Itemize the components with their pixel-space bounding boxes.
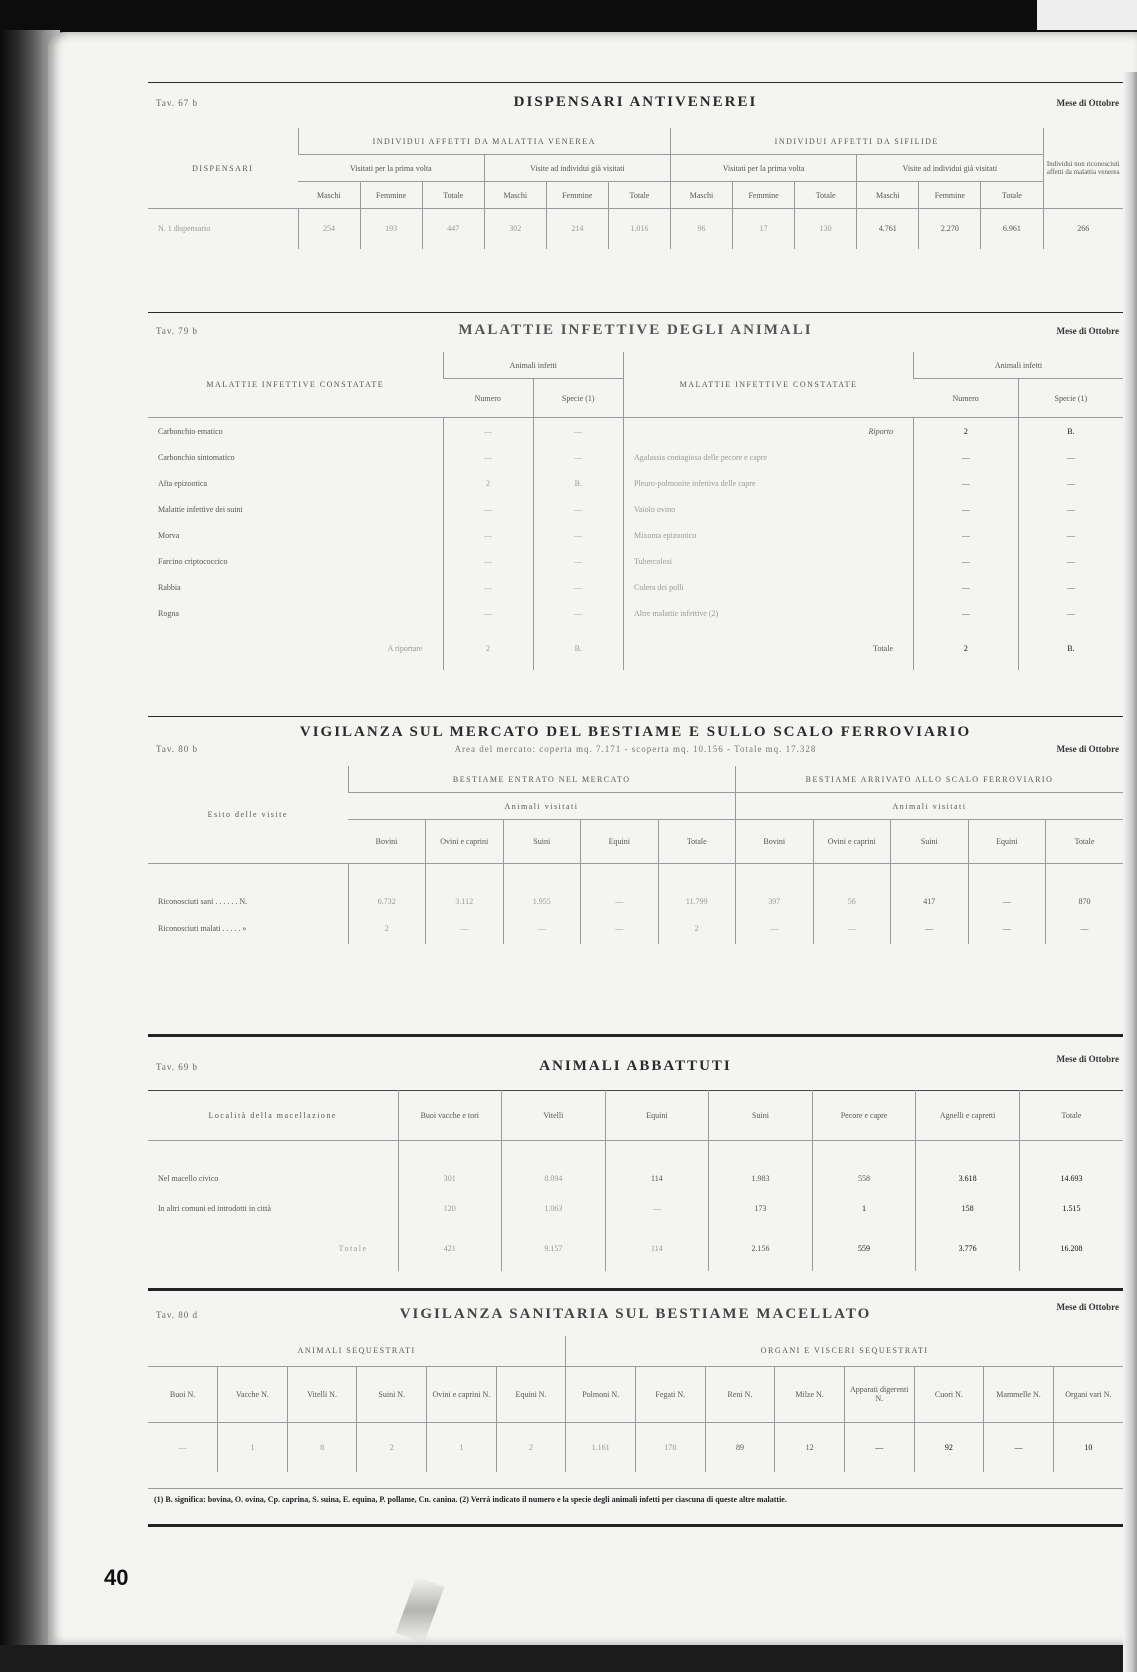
cell: 4.761 — [857, 209, 919, 249]
cell: 12 — [775, 1422, 845, 1472]
table-row — [624, 600, 1124, 626]
cell: 178 — [635, 1422, 705, 1472]
cell: 3.776 — [916, 1227, 1020, 1271]
col-header: Totale — [1046, 820, 1124, 864]
col-specie: Specie (1) — [533, 379, 623, 418]
cell: 447 — [422, 209, 484, 249]
cell: 1.983 — [709, 1141, 813, 1191]
col-header: Ovini e caprini — [813, 820, 891, 864]
cell: — — [914, 522, 1019, 548]
section-dispensari — [148, 72, 1123, 234]
cell: — — [503, 914, 581, 944]
cell: 3.618 — [916, 1141, 1020, 1191]
table-row — [148, 864, 1123, 914]
col-header: Vitelli N. — [287, 1366, 357, 1422]
table-row — [624, 574, 1124, 600]
vigilanza-mercato-table — [148, 766, 1123, 944]
col-header: Equini — [968, 820, 1046, 864]
col-header: Maschi — [298, 182, 360, 209]
cell: 397 — [736, 864, 814, 914]
divider — [148, 312, 1123, 313]
cell: 56 — [813, 864, 891, 914]
col-header: Buoi N. — [148, 1366, 218, 1422]
divider — [148, 82, 1123, 83]
table-row — [148, 1422, 1123, 1472]
cell: — — [984, 1422, 1054, 1472]
section-header — [148, 318, 1123, 344]
row-label: Pleuro-polmonite infettiva delle capre — [624, 470, 914, 496]
col-malattie: MALATTIE INFETTIVE CONSTATATE — [148, 352, 443, 418]
col-header: Milze N. — [775, 1366, 845, 1422]
cell: — — [533, 496, 623, 522]
cell: 16.208 — [1019, 1227, 1123, 1271]
section-title: ANIMALI ABBATTUTI — [539, 1058, 732, 1074]
abbattuti-table — [148, 1090, 1123, 1271]
cell: 9.157 — [502, 1227, 606, 1271]
cell: — — [1018, 522, 1123, 548]
cell: 2 — [357, 1422, 427, 1472]
cell: 8 — [287, 1422, 357, 1472]
col-header: Vitelli — [502, 1091, 606, 1141]
col-header: Organi vari N. — [1053, 1366, 1123, 1422]
sub-header: Visitati per la prima volta — [298, 155, 484, 182]
cell: 870 — [1046, 864, 1124, 914]
cell: — — [914, 600, 1019, 626]
month-label: Mese di Ottobre — [1056, 98, 1119, 108]
table-row — [148, 496, 623, 522]
col-header: Totale — [608, 182, 670, 209]
cell: — — [914, 496, 1019, 522]
total-row — [148, 1227, 1123, 1271]
cell: — — [443, 444, 533, 470]
table-number: Tav. 80 d — [156, 1310, 199, 1320]
section-header — [148, 90, 1123, 116]
malattie-table-right — [623, 352, 1123, 670]
col-header: Femmine — [360, 182, 422, 209]
table-number: Tav. 69 b — [156, 1062, 199, 1072]
scan-dark-border — [0, 0, 1137, 36]
cell: — — [891, 914, 969, 944]
cell: 6.732 — [348, 864, 426, 914]
table-row — [148, 470, 623, 496]
table-row — [624, 496, 1124, 522]
section-header — [148, 724, 1123, 760]
cell: B. — [1018, 626, 1123, 670]
table-number: Tav. 80 b — [156, 744, 199, 754]
col-header: Equini — [605, 1091, 709, 1141]
cell: — — [443, 600, 533, 626]
sub-header: Visitati per la prima volta — [670, 155, 856, 182]
row-label: Carbonchio sintomatico — [158, 452, 235, 462]
cell: — — [914, 548, 1019, 574]
cell: 17 — [733, 209, 795, 249]
col-header: Maschi — [484, 182, 546, 209]
row-label: Afta epizootica — [158, 478, 208, 488]
cell: — — [1018, 548, 1123, 574]
table-row — [624, 418, 1124, 445]
row-label: Colera dei polli — [624, 574, 914, 600]
group-header: INDIVIDUI AFFETTI DA MALATTIA VENEREA — [298, 128, 670, 155]
month-label: Mese di Ottobre — [1056, 326, 1119, 336]
col-header: Suini — [503, 820, 581, 864]
col-non-riconosciuti: Individui non riconosciuti affetti da malattia venerea — [1043, 128, 1123, 209]
cell: — — [844, 1422, 914, 1472]
cell: — — [443, 418, 533, 445]
cell: — — [1046, 914, 1124, 944]
cell: — — [914, 444, 1019, 470]
cell: 1 — [427, 1422, 497, 1472]
cell: 3.112 — [426, 864, 504, 914]
col-header: Polmoni N. — [566, 1366, 636, 1422]
cell: 2 — [496, 1422, 566, 1472]
group-header: ANIMALI SEQUESTRATI — [148, 1336, 566, 1366]
section-title: VIGILANZA SANITARIA SUL BESTIAME MACELLATO — [399, 1306, 872, 1322]
col-header: Bovini — [736, 820, 814, 864]
row-label: Rogna — [158, 608, 179, 618]
table-number: Tav. 79 b — [156, 326, 199, 336]
cell: — — [533, 522, 623, 548]
table-row — [148, 444, 623, 470]
col-header: Agnelli e capretti — [916, 1091, 1020, 1141]
cell: 1.515 — [1019, 1191, 1123, 1227]
cell: — — [968, 864, 1046, 914]
cell: 2 — [658, 914, 736, 944]
malattie-table-left — [148, 352, 623, 670]
row-label: Rabbia — [158, 582, 181, 592]
document-sheet — [148, 72, 1123, 1580]
malattie-columns — [148, 352, 1123, 692]
cell: 1.016 — [608, 209, 670, 249]
col-localita: Località della macellazione — [148, 1091, 398, 1141]
col-header: Suini N. — [357, 1366, 427, 1422]
col-header: Maschi — [857, 182, 919, 209]
cell: 2 — [443, 470, 533, 496]
section-title: MALATTIE INFETTIVE DEGLI ANIMALI — [458, 322, 813, 338]
cell: 2 — [348, 914, 426, 944]
divider — [148, 1524, 1123, 1527]
cell: 254 — [298, 209, 360, 249]
cell: — — [443, 548, 533, 574]
col-header: Pecore e capre — [812, 1091, 916, 1141]
row-label: Agalassia contagiosa delle pecore e capre — [624, 444, 914, 470]
cell: 89 — [705, 1422, 775, 1472]
section-title: DISPENSARI ANTIVENEREI — [513, 94, 758, 110]
cell: 1 — [218, 1422, 288, 1472]
cell: B. — [533, 626, 623, 670]
row-label: Riconosciuti sani . . . . . . N. — [158, 896, 248, 906]
row-label: Nel macello civico — [158, 1173, 219, 1183]
total-row — [624, 626, 1124, 670]
cell: — — [813, 914, 891, 944]
col-header: Buoi vacche e tori — [398, 1091, 502, 1141]
table-row — [148, 522, 623, 548]
cell: 114 — [605, 1141, 709, 1191]
col-header: Equini N. — [496, 1366, 566, 1422]
col-header: Bovini — [348, 820, 426, 864]
cell: 130 — [795, 209, 857, 249]
cell: — — [1018, 574, 1123, 600]
cell: 266 — [1043, 209, 1123, 249]
col-header: Apparati digerenti N. — [844, 1366, 914, 1422]
row-label: Malattie infettive dei suini — [158, 504, 243, 514]
table-row — [148, 1141, 1123, 1191]
row-label: Carbonchio ematico — [158, 426, 223, 436]
cell: 2.156 — [709, 1227, 813, 1271]
row-label: Mixoma epizootico — [624, 522, 914, 548]
cell: 114 — [605, 1227, 709, 1271]
cell: — — [1018, 600, 1123, 626]
col-header: Totale — [795, 182, 857, 209]
cell: 214 — [546, 209, 608, 249]
col-header: Equini — [581, 820, 659, 864]
cell: — — [968, 914, 1046, 944]
cell: — — [581, 914, 659, 944]
cell: 1.161 — [566, 1422, 636, 1472]
total-row — [148, 626, 623, 670]
month-label: Mese di Ottobre — [1056, 744, 1119, 754]
table-row — [148, 418, 623, 445]
cell: 559 — [812, 1227, 916, 1271]
table-row — [624, 522, 1124, 548]
group-header: INDIVIDUI AFFETTI DA SIFILIDE — [670, 128, 1043, 155]
section-title: VIGILANZA SUL MERCATO DEL BESTIAME E SULLO SCALO FERROVIARIO — [299, 724, 972, 740]
row-label: Farcino criptococcico — [158, 556, 228, 566]
cell: 2 — [914, 626, 1019, 670]
row-label: N. 1 dispensario — [158, 224, 211, 234]
table-row — [148, 600, 623, 626]
cell: — — [914, 470, 1019, 496]
cell: B. — [1018, 418, 1123, 445]
cell: 193 — [360, 209, 422, 249]
sub-header: Animali visitati — [348, 793, 736, 820]
col-dispensari: DISPENSARI — [148, 128, 298, 209]
row-label: A riportare — [387, 643, 423, 653]
col-header: Mammelle N. — [984, 1366, 1054, 1422]
cell: 302 — [484, 209, 546, 249]
col-header: Femmine — [546, 182, 608, 209]
section-header — [148, 1054, 1123, 1080]
cell: 1 — [812, 1191, 916, 1227]
cell: 11.799 — [658, 864, 736, 914]
cell: 2.270 — [919, 209, 981, 249]
cell: — — [736, 914, 814, 944]
section-vigilanza-mercato — [148, 716, 1123, 933]
table-row — [148, 548, 623, 574]
cell: 558 — [812, 1141, 916, 1191]
col-header: Vacche N. — [218, 1366, 288, 1422]
table-row — [624, 444, 1124, 470]
cell: 8.094 — [502, 1141, 606, 1191]
cell: — — [1018, 470, 1123, 496]
table-number: Tav. 67 b — [156, 98, 199, 108]
cell: 173 — [709, 1191, 813, 1227]
cell: — — [914, 574, 1019, 600]
section-abbattuti — [148, 1034, 1123, 1253]
sub-header: Animali visitati — [736, 793, 1124, 820]
cell: 421 — [398, 1227, 502, 1271]
col-header: Totale — [981, 182, 1043, 209]
page-edge — [1123, 72, 1137, 1672]
col-header: Totale — [1019, 1091, 1123, 1141]
cell: 301 — [398, 1141, 502, 1191]
cell: 96 — [670, 209, 732, 249]
table-row — [624, 470, 1124, 496]
col-malattie: MALATTIE INFETTIVE CONSTATATE — [624, 352, 914, 418]
cell: — — [605, 1191, 709, 1227]
divider — [148, 716, 1123, 717]
row-label: Morva — [158, 530, 180, 540]
col-esito: Esito delle visite — [148, 766, 348, 864]
divider — [148, 1288, 1123, 1291]
col-header: Reni N. — [705, 1366, 775, 1422]
row-label: Altre malattie infettive (2) — [624, 600, 914, 626]
footnote: (1) B. significa: bovina, O. ovina, Cp. caprina, S. suina, E. equina, P. pollame, Cn. canina. (2) Verrà indicato il numero e la specie degli animali infetti per ciascuna di queste altre malattie. — [148, 1488, 1123, 1504]
col-header: Suini — [891, 820, 969, 864]
section-malattie — [148, 312, 1123, 653]
table-row — [148, 914, 1123, 944]
cell: — — [426, 914, 504, 944]
col-header: Ovini e caprini N. — [427, 1366, 497, 1422]
cell: — — [533, 418, 623, 445]
cell: — — [1018, 496, 1123, 522]
cell: — — [443, 522, 533, 548]
sub-header: Visite ad individui già visitati — [484, 155, 670, 182]
section-vigilanza-sanitaria — [148, 1288, 1123, 1504]
dispensari-table — [148, 128, 1123, 249]
divider — [148, 1034, 1123, 1037]
cell: — — [178, 1442, 187, 1452]
section-header — [148, 1302, 1123, 1328]
row-label: Tubercolosi — [624, 548, 914, 574]
col-header: Suini — [709, 1091, 813, 1141]
col-header: Femmine — [733, 182, 795, 209]
cell: — — [581, 864, 659, 914]
cell: 120 — [398, 1191, 502, 1227]
cell: 92 — [914, 1422, 984, 1472]
col-header: Cuori N. — [914, 1366, 984, 1422]
row-label: Riconosciuti malati . . . . . » — [158, 924, 247, 933]
cell: — — [533, 574, 623, 600]
row-label: Totale — [624, 626, 914, 670]
cell: 2 — [443, 626, 533, 670]
cell: — — [533, 600, 623, 626]
page-number: 40 — [104, 1565, 129, 1590]
col-specie: Specie (1) — [1018, 379, 1123, 418]
cell: 14.693 — [1019, 1141, 1123, 1191]
table-row — [148, 209, 1123, 249]
cell: 158 — [916, 1191, 1020, 1227]
row-label: Riporto — [624, 418, 914, 445]
cell: 6.961 — [981, 209, 1043, 249]
cell: — — [443, 496, 533, 522]
cell: 417 — [891, 864, 969, 914]
col-header: Totale — [658, 820, 736, 864]
col-header: Totale — [422, 182, 484, 209]
col-header: Femmine — [919, 182, 981, 209]
cell: — — [443, 574, 533, 600]
cell: — — [533, 548, 623, 574]
table-row — [148, 574, 623, 600]
month-label: Mese di Ottobre — [1056, 1054, 1119, 1064]
row-label: In altri comuni ed introdotti in città — [158, 1204, 271, 1213]
col-numero: Numero — [914, 379, 1019, 418]
cell: 10 — [1053, 1422, 1123, 1472]
cell: — — [1018, 444, 1123, 470]
month-label: Mese di Ottobre — [1056, 1302, 1119, 1312]
cell: 1.063 — [502, 1191, 606, 1227]
scan-corner — [1037, 0, 1137, 30]
cell: — — [533, 444, 623, 470]
col-header: Maschi — [670, 182, 732, 209]
cell: B. — [533, 470, 623, 496]
section-subtitle: Area del mercato: coperta mq. 7.171 - scoperta mq. 10.156 - Totale mq. 17.328 — [454, 744, 817, 754]
group-header: ORGANI E VISCERI SEQUESTRATI — [566, 1336, 1123, 1366]
vigilanza-sanitaria-table — [148, 1336, 1123, 1472]
group-header: BESTIAME ENTRATO NEL MERCATO — [348, 766, 736, 793]
col-animali-infetti: Animali infetti — [914, 352, 1124, 379]
col-numero: Numero — [443, 379, 533, 418]
col-header: Fegati N. — [635, 1366, 705, 1422]
col-animali-infetti: Animali infetti — [443, 352, 623, 379]
cell: 1.955 — [503, 864, 581, 914]
row-label: Vaiolo ovino — [624, 496, 914, 522]
sub-header: Visite ad individui già visitati — [857, 155, 1043, 182]
table-row — [624, 548, 1124, 574]
col-header: Ovini e caprini — [426, 820, 504, 864]
row-label: Totale — [338, 1244, 368, 1253]
group-header: BESTIAME ARRIVATO ALLO SCALO FERROVIARIO — [736, 766, 1124, 793]
cell: 2 — [914, 418, 1019, 445]
table-row — [148, 1191, 1123, 1227]
